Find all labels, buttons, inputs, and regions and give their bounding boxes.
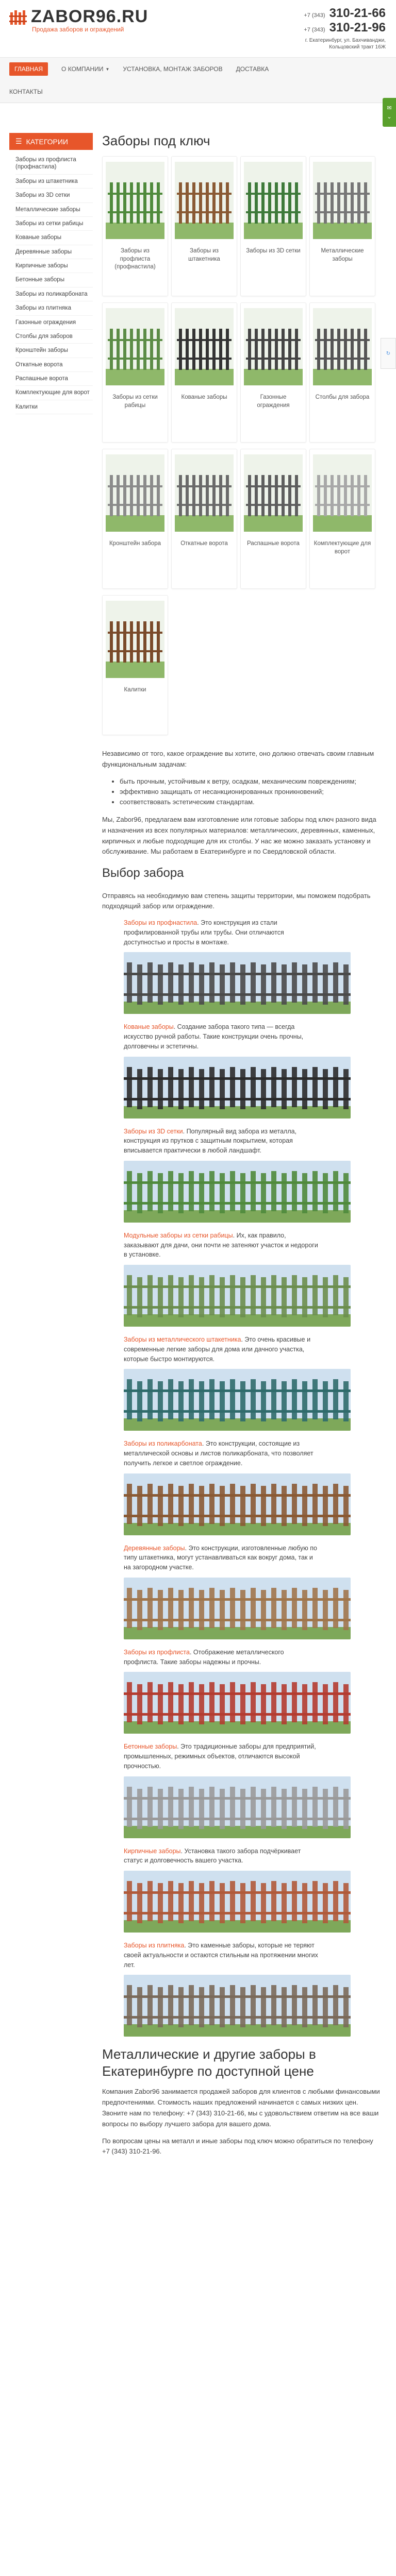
- fence-type-item: [102, 1648, 381, 1734]
- sidebar-item[interactable]: Кронштейн заборы: [15, 344, 93, 358]
- fence-text: . Это конструкция из стали профилированной трубы или трубы. Они отличаются доступностью и просты в монтаже.: [124, 919, 284, 946]
- category-card[interactable]: [171, 156, 237, 296]
- nav-item-contacts[interactable]: КОНТАКТЫ: [9, 88, 43, 95]
- address-line: г. Екатеринбург, ул. Бахчиванджи,: [305, 38, 386, 43]
- header-phones: [304, 6, 386, 50]
- fence-photo: [124, 1265, 351, 1327]
- bottom-paragraph: По вопросам цены на металл и иные заборы под ключ можно обратиться по телефону +7 (343) 310-21-96.: [102, 2137, 373, 2156]
- fence-logo-icon: [9, 7, 28, 26]
- recaptcha-badge[interactable]: ↻: [381, 338, 396, 369]
- page-title: Заборы под ключ: [102, 133, 210, 148]
- fence-type-item: [102, 1742, 381, 1838]
- fence-description: [124, 1648, 320, 1667]
- fence-photo: [124, 1776, 351, 1838]
- fence-type-item: [102, 1846, 381, 1933]
- fence-link[interactable]: Заборы из поликарбоната: [124, 1440, 202, 1448]
- category-label: Кованые заборы: [181, 394, 227, 400]
- fence-description: [124, 918, 320, 947]
- fence-text: . Это конструкции, состоящие из металлической основы и листов поликарбоната, что позволяет получить легкое и светлое ограждение.: [124, 1440, 314, 1467]
- logo-text: ZABOR96.RU: [31, 7, 148, 26]
- sidebar-item[interactable]: Заборы из профлиста (профнастила): [15, 153, 93, 175]
- fence-text: . Отображение металлического профлиста. Такие заборы надежны и прочны.: [124, 1648, 284, 1666]
- sidebar-item[interactable]: Калитки: [15, 400, 93, 414]
- category-label: Столбы для забора: [315, 394, 370, 400]
- sidebar-item[interactable]: Откатные ворота: [15, 358, 93, 372]
- fence-link[interactable]: Заборы из плитняка: [124, 1942, 185, 1950]
- fence-image: [244, 308, 303, 385]
- fence-image: [244, 162, 303, 239]
- sidebar-item[interactable]: Заборы из сетки рабицы: [15, 217, 93, 231]
- tagline: Продажа заборов и ограждений: [32, 26, 124, 33]
- phone-code: +7 (343): [304, 12, 325, 19]
- fence-image: [244, 454, 303, 532]
- sidebar-title: КАТЕГОРИИ: [26, 137, 68, 146]
- fence-link[interactable]: Бетонные заборы: [124, 1743, 177, 1751]
- sidebar: [9, 133, 93, 414]
- fence-link[interactable]: Заборы из 3D сетки: [124, 1127, 183, 1135]
- fence-type-item: [102, 1022, 381, 1118]
- fence-link[interactable]: Модульные заборы из сетки рабицы: [124, 1231, 233, 1239]
- menu-icon: ☰: [15, 137, 22, 145]
- fence-type-item: [102, 1544, 381, 1639]
- chat-icon: ✉: [387, 105, 392, 111]
- phone-row[interactable]: [304, 6, 386, 21]
- fence-type-item: [102, 1439, 381, 1535]
- fence-link[interactable]: Заборы из профнастила: [124, 919, 197, 927]
- category-card[interactable]: [102, 595, 168, 735]
- intro-paragraph: Независимо от того, какое ограждение вы хотите, оно должно отвечать своим главным функциональным задачам:: [102, 750, 374, 768]
- category-label: Откатные ворота: [180, 540, 228, 547]
- category-label: Заборы из профлиста (профнастила): [114, 248, 156, 270]
- sidebar-item[interactable]: Столбы для заборов: [15, 330, 93, 344]
- fence-photo: [124, 1871, 351, 1933]
- sidebar-item[interactable]: Заборы из 3D сетки: [15, 189, 93, 202]
- fence-text: . Это традиционные заборы для предприятий, промышленных, режимных объектов, отличаются высокой прочностью.: [124, 1743, 316, 1770]
- category-card[interactable]: [240, 156, 306, 296]
- address-line: Кольцовский тракт 16Ж: [329, 44, 386, 50]
- category-label: Кронштейн забора: [109, 540, 161, 547]
- category-label: Калитки: [124, 687, 146, 693]
- sidebar-item[interactable]: Заборы из плитняка: [15, 301, 93, 315]
- bottom-text: [102, 2087, 381, 2157]
- fence-list: [102, 918, 381, 2037]
- list-item: • соответствовать эстетическим стандартам.: [120, 797, 381, 807]
- sidebar-header: [9, 133, 93, 150]
- fence-photo: [124, 1473, 351, 1535]
- fence-image: [106, 162, 164, 239]
- fence-type-item: [102, 1941, 381, 2037]
- category-label: Газонные ограждения: [257, 394, 290, 409]
- category-card[interactable]: [309, 156, 375, 296]
- fence-link[interactable]: Кирпичные заборы: [124, 1847, 181, 1855]
- nav-item-home[interactable]: ГЛАВНАЯ: [9, 62, 48, 76]
- address: [304, 37, 386, 50]
- fence-image: [106, 308, 164, 385]
- side-feedback-tab[interactable]: [383, 98, 396, 127]
- sidebar-item[interactable]: Газонные ограждения: [15, 316, 93, 330]
- fence-text: . Это конструкции, изготовленные любую по типу штакетника, могут устанавливаться как вокруг дома, так и на загородном участке.: [124, 1544, 317, 1571]
- category-label: Комплектующие для ворот: [314, 540, 371, 555]
- category-label: Распашные ворота: [247, 540, 300, 547]
- category-label: Металлические заборы: [321, 248, 364, 262]
- phone-code: +7 (343): [304, 27, 325, 33]
- category-card[interactable]: [102, 449, 168, 589]
- site-header: [0, 0, 396, 58]
- fence-text: . Это каменные заборы, которые не теряют своей актуальности и остаются стильным на протяжении многих лет.: [124, 1942, 318, 1969]
- category-card[interactable]: [102, 302, 168, 443]
- category-card[interactable]: [309, 449, 375, 589]
- sidebar-list: [9, 150, 93, 414]
- choose-title: Выбор забора: [102, 866, 184, 880]
- nav-item-label: О КОМПАНИИ: [61, 65, 104, 73]
- category-card[interactable]: [240, 449, 306, 589]
- fence-image: [106, 601, 164, 678]
- phone-number[interactable]: 310-21-96: [329, 21, 386, 35]
- sidebar-item[interactable]: Кирпичные заборы: [15, 259, 93, 273]
- fence-text: . Их, как правило, заказывают для дачи, они почти не затеняют участок и недороги в установке.: [124, 1231, 318, 1259]
- nav-item-delivery[interactable]: ДОСТАВКА: [236, 65, 269, 73]
- sidebar-item[interactable]: Заборы из поликарбоната: [15, 287, 93, 301]
- category-label: Заборы из штакетника: [188, 248, 220, 262]
- fence-link[interactable]: Деревянные заборы: [124, 1544, 185, 1552]
- fence-type-item: [102, 918, 381, 1014]
- list-item: • быть прочным, устойчивым к ветру, осадкам, механическим повреждениям;: [120, 776, 381, 787]
- fence-description: [124, 1941, 320, 1970]
- fence-description: [124, 1127, 320, 1156]
- fence-text: . Создание забора такого типа — всегда искусство ручной работы. Такие конструкции очень прочны, долговечны и эстетичны.: [124, 1023, 304, 1050]
- fence-image: [175, 454, 234, 532]
- fence-photo: [124, 1369, 351, 1431]
- category-label: Заборы из 3D сетки: [246, 248, 301, 254]
- fence-description: [124, 1022, 320, 1051]
- requirements-list: [120, 776, 381, 807]
- nav-item-install[interactable]: УСТАНОВКА, МОНТАЖ ЗАБОРОВ: [123, 65, 223, 73]
- category-card[interactable]: [102, 156, 168, 296]
- category-card[interactable]: [171, 302, 237, 443]
- nav-row: [0, 58, 396, 80]
- fence-image: [313, 454, 372, 532]
- bottom-title: Металлические и другие заборы в Екатеринбурге по доступной цене: [102, 2046, 316, 2079]
- fence-photo: [124, 1578, 351, 1639]
- sidebar-item[interactable]: Заборы из штакетника: [15, 175, 93, 189]
- fence-description: [124, 1846, 320, 1866]
- fence-description: [124, 1335, 320, 1364]
- fence-text: . Популярный вид забора из металла, конструкция из прутков с защитным покрытием, которая вписывается практически в любой ландшафт.: [124, 1127, 297, 1155]
- fence-description: [124, 1544, 320, 1572]
- category-card[interactable]: [240, 302, 306, 443]
- fence-text: . Это очень красивые и современные легкие заборы для дома или дачного участка, которые быстро монтируются.: [124, 1336, 311, 1363]
- category-grid: [102, 156, 381, 735]
- fence-type-item: [102, 1335, 381, 1431]
- fence-description: [124, 1439, 320, 1468]
- category-card[interactable]: [171, 449, 237, 589]
- sidebar-item[interactable]: Кованые заборы: [15, 231, 93, 245]
- list-item: • эффективно защищать от несанкционированных проникновений;: [120, 787, 381, 797]
- nav-item-about[interactable]: [61, 65, 109, 73]
- phone-number[interactable]: 310-21-66: [329, 6, 386, 20]
- fence-link[interactable]: Заборы из металлического штакетника: [124, 1336, 241, 1344]
- fence-image: [106, 454, 164, 532]
- category-card[interactable]: [309, 302, 375, 443]
- chevron-down-icon: ▼: [105, 66, 110, 72]
- fence-image: [175, 308, 234, 385]
- fence-image: [313, 162, 372, 239]
- intro-text: [102, 749, 381, 912]
- fence-description: [124, 1742, 320, 1771]
- sidebar-item[interactable]: Бетонные заборы: [15, 273, 93, 287]
- fence-description: [124, 1231, 320, 1260]
- logo[interactable]: [9, 7, 148, 26]
- category-label: Заборы из сетки рабицы: [112, 394, 158, 409]
- bottom-paragraph: Компания Zabor96 занимается продажей заборов для клиентов с любыми финансовыми предпочтениями. Стоимость наших предложений начинается с самых низких цен. Звоните нам по телефону: +7 (343) 310-21-66, мы с удовольствием ответим на все ваши вопросы по выбору лучшего забора для вашего дома.: [102, 2088, 380, 2128]
- fence-photo: [124, 1057, 351, 1118]
- chevron-down-icon: ⌄: [387, 114, 392, 120]
- company-paragraph: Мы, Zabor96, предлагаем вам изготовление или готовые заборы под ключ разного вида и назначения из всех популярных материалов: металлических, деревянных, каменных, кирпичных и любые подходящие для их столбы. У нас же можно заказать установку и обслуживание. Мы работаем в Екатеринбурге и по Свердловской области.: [102, 816, 376, 856]
- fence-type-item: [102, 1127, 381, 1223]
- main-nav: [0, 58, 396, 103]
- main-content: [102, 133, 381, 2163]
- fence-text: . Установка такого забора подчёркивает статус и долговечность вашего участка.: [124, 1847, 301, 1865]
- fence-link[interactable]: Кованые заборы: [124, 1023, 174, 1031]
- fence-image: [313, 308, 372, 385]
- sidebar-item[interactable]: Деревянные заборы: [15, 245, 93, 259]
- sidebar-item[interactable]: Металлические заборы: [15, 203, 93, 217]
- choose-intro: Отправясь на необходимую вам степень защиты территории, мы поможем подобрать подходящий забор или ограждение.: [102, 891, 371, 910]
- fence-photo: [124, 1161, 351, 1223]
- sidebar-item[interactable]: Распашные ворота: [15, 372, 93, 386]
- fence-photo: [124, 1672, 351, 1734]
- fence-photo: [124, 1975, 351, 2037]
- fence-image: [175, 162, 234, 239]
- phone-row[interactable]: [304, 21, 386, 35]
- fence-photo: [124, 952, 351, 1014]
- sidebar-item[interactable]: Комплектующие для ворот: [15, 386, 93, 400]
- fence-type-item: [102, 1231, 381, 1327]
- nav-row: [0, 80, 396, 103]
- fence-link[interactable]: Заборы из профлиста: [124, 1648, 190, 1656]
